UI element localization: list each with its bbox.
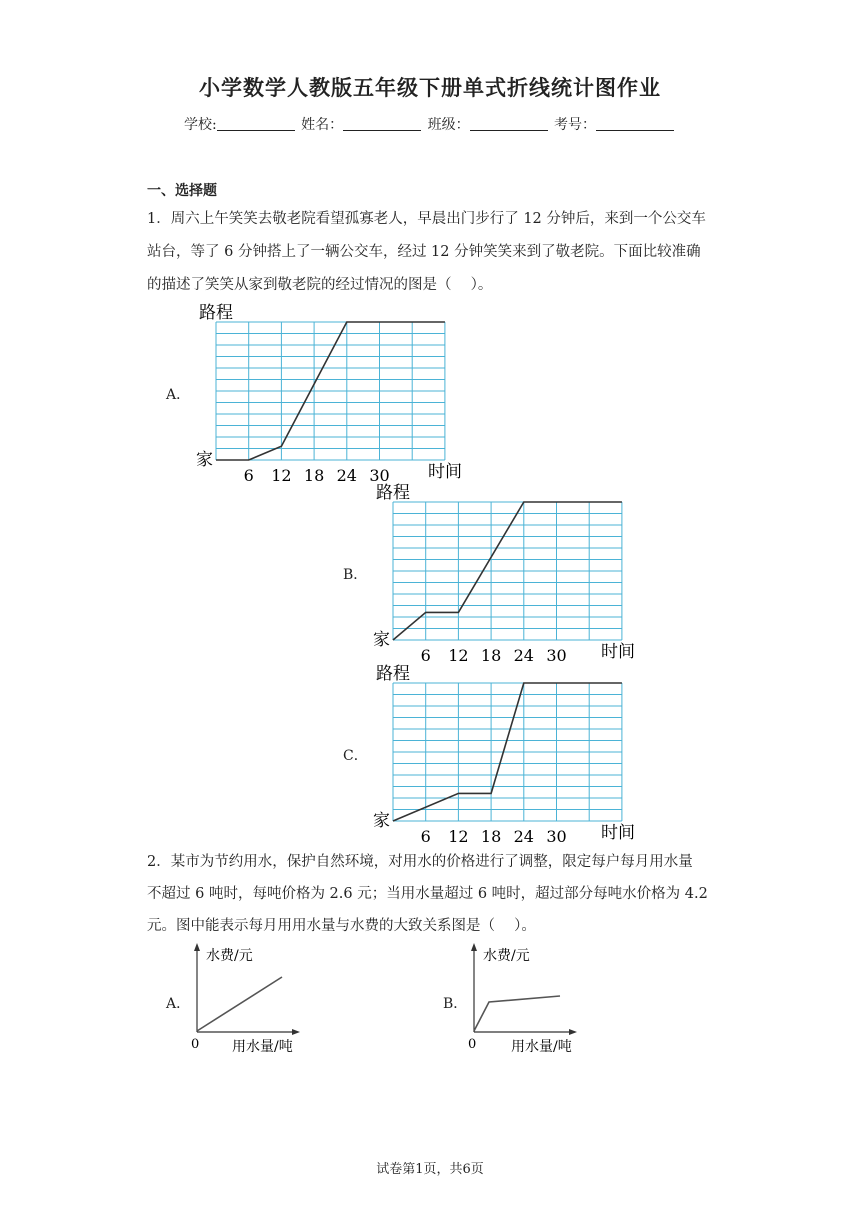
- class-label: 班级：: [427, 117, 470, 133]
- q2-text-line-1: 2．某市为节约用水，保护自然环境，对用水的价格进行了调整，限定每户每月用水量: [147, 854, 693, 870]
- q2-option-a-ylabel: 水费/元: [206, 948, 253, 964]
- q1-option-c-xlabel: 时间: [601, 823, 635, 843]
- q1-option-a-tick-label: 24: [336, 466, 357, 482]
- q1-text-line-2: 站台，等了 6 分钟搭上了一辆公交车，经过 12 分钟笑笑来到了敬老院。下面比较准确: [147, 244, 701, 260]
- q1-option-b-chart[interactable]: [367, 480, 657, 662]
- q2-option-a-x-arrow: [292, 1029, 300, 1035]
- q1-option-c-label[interactable]: C．: [343, 748, 368, 764]
- page-footer: 试卷第1页，共6页: [376, 1162, 484, 1177]
- q1-option-a-tick-label: 12: [271, 466, 292, 482]
- q1-option-a-grid: [216, 322, 445, 460]
- school-label: 学校:: [183, 117, 217, 133]
- q1-text-line-3: 的描述了笑笑从家到敬老院的经过情况的图是（ ）。: [147, 277, 493, 293]
- q2-option-b-origin: 0: [468, 1037, 477, 1052]
- q2-option-a-xlabel: 用水量/吨: [232, 1039, 293, 1055]
- q2-option-b-line: [474, 996, 560, 1031]
- q1-option-b-tick-label: 30: [546, 646, 567, 662]
- exam-number-blank[interactable]: [596, 116, 674, 131]
- q2-option-a-label[interactable]: A．: [166, 996, 191, 1012]
- q2-option-b-y-arrow: [471, 943, 477, 951]
- q1-option-a-origin-label: 家: [196, 450, 213, 470]
- q1-option-b-tick-label: 6: [420, 646, 431, 662]
- name-blank[interactable]: [343, 116, 421, 131]
- q1-option-c-tick-label: 18: [480, 827, 502, 843]
- q1-option-c-ylabel: 路程: [376, 664, 410, 684]
- q1-option-c-origin-label: 家: [373, 811, 390, 831]
- exam-number-label: 考号：: [554, 117, 597, 133]
- q2-option-a-y-arrow: [194, 943, 200, 951]
- school-blank[interactable]: [217, 116, 295, 131]
- q1-option-a-tick-label: 30: [369, 466, 390, 482]
- q1-option-a-tick-label: 18: [303, 466, 325, 482]
- q1-option-c-ticks: [421, 827, 567, 843]
- q1-option-b-xlabel: 时间: [601, 642, 635, 662]
- q1-option-b-ylabel: 路程: [376, 483, 410, 503]
- q1-option-c-tick-label: 6: [420, 827, 431, 843]
- q1-option-c-tick-label: 30: [546, 827, 567, 843]
- q1-option-b-ticks: [421, 646, 567, 662]
- q2-option-b-chart[interactable]: [462, 940, 592, 1060]
- name-label: 姓名：: [301, 117, 344, 133]
- q2-option-a-origin: 0: [191, 1037, 200, 1052]
- class-blank[interactable]: [470, 116, 548, 131]
- q2-option-b-xlabel: 用水量/吨: [511, 1039, 572, 1055]
- q1-option-c-grid: [393, 683, 622, 821]
- section-title: 一、选择题: [147, 183, 217, 199]
- q1-text-line-1: 1．周六上午笑笑去敬老院看望孤寡老人，早晨出门步行了 12 分钟后，来到一个公交车: [147, 211, 706, 227]
- q1-option-a-ylabel: 路程: [199, 303, 233, 323]
- q2-option-b-label[interactable]: B．: [443, 996, 468, 1012]
- page-title: 小学数学人教版五年级下册单式折线统计图作业: [199, 75, 661, 100]
- student-info-line: [0, 114, 860, 134]
- q1-option-b-grid: [393, 502, 622, 640]
- q1-option-b-tick-label: 18: [480, 646, 502, 662]
- q2-option-b-x-arrow: [569, 1029, 577, 1035]
- q1-option-c-tick-label: 12: [448, 827, 469, 843]
- q2-option-a-line: [197, 977, 282, 1031]
- q1-option-b-tick-label: 24: [513, 646, 534, 662]
- q1-option-c-tick-label: 24: [513, 827, 534, 843]
- q1-option-a-chart[interactable]: [190, 300, 480, 482]
- q1-option-a-tick-label: 6: [243, 466, 254, 482]
- q2-text-line-2: 不超过 6 吨时，每吨价格为 2.6 元；当用水量超过 6 吨时，超过部分每吨水价格为 4.2: [147, 886, 708, 902]
- q2-text-line-3: 元。图中能表示每月用用水量与水费的大致关系图是（ ）。: [147, 918, 536, 934]
- q1-option-b-tick-label: 12: [448, 646, 469, 662]
- q1-option-c-chart[interactable]: [367, 661, 657, 843]
- q1-option-a-label[interactable]: A．: [166, 387, 191, 403]
- q2-option-b-ylabel: 水费/元: [483, 948, 530, 964]
- q1-option-b-label[interactable]: B．: [343, 567, 368, 583]
- q1-option-a-xlabel: 时间: [428, 462, 462, 482]
- q2-option-a-chart[interactable]: [185, 940, 315, 1060]
- q1-option-b-origin-label: 家: [373, 630, 390, 650]
